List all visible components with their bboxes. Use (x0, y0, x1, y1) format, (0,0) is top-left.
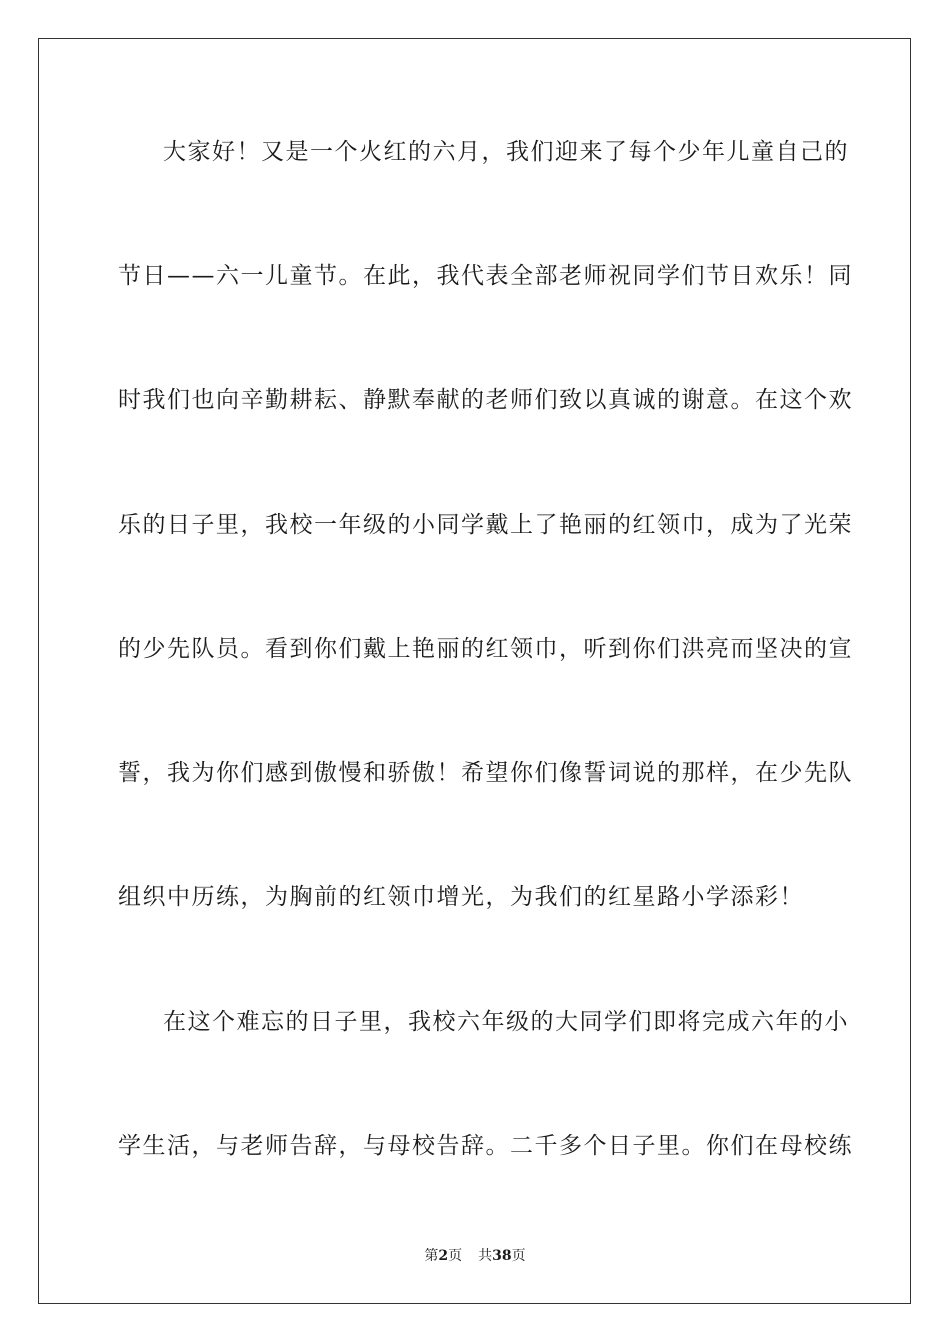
page-border (38, 38, 911, 1304)
body-text-line: 学生活，与老师告辞，与母校告辞。二千多个日子里。你们在母校练 (118, 1133, 853, 1159)
body-text-line: 誓，我为你们感到傲慢和骄傲！希望你们像誓词说的那样，在少先队 (118, 760, 853, 786)
page-footer (0, 1247, 950, 1265)
total-suffix: 页 (511, 1248, 526, 1264)
body-text-line: 乐的日子里，我校一年级的小同学戴上了艳丽的红领巾，成为了光荣 (118, 512, 853, 538)
total-pages: 38 (492, 1248, 512, 1264)
page-prefix: 第 (424, 1248, 439, 1264)
body-text-line: 时我们也向辛勤耕耘、静默奉献的老师们致以真诚的谢意。在这个欢 (118, 387, 853, 413)
body-text-line: 组织中历练，为胸前的红领巾增光，为我们的红星路小学添彩！ (118, 884, 804, 910)
total-prefix: 共 (478, 1248, 493, 1264)
page-number: 2 (438, 1248, 449, 1264)
body-text-line: 节日——六一儿童节。在此，我代表全部老师祝同学们节日欢乐！同 (118, 263, 853, 289)
page-suffix: 页 (448, 1248, 463, 1264)
body-text-line: 大家好！又是一个火红的六月，我们迎来了每个少年儿童自己的 (163, 139, 849, 165)
body-text-line: 的少先队员。看到你们戴上艳丽的红领巾，听到你们洪亮而坚决的宣 (118, 636, 853, 662)
body-text-line: 在这个难忘的日子里，我校六年级的大同学们即将完成六年的小 (163, 1009, 849, 1035)
